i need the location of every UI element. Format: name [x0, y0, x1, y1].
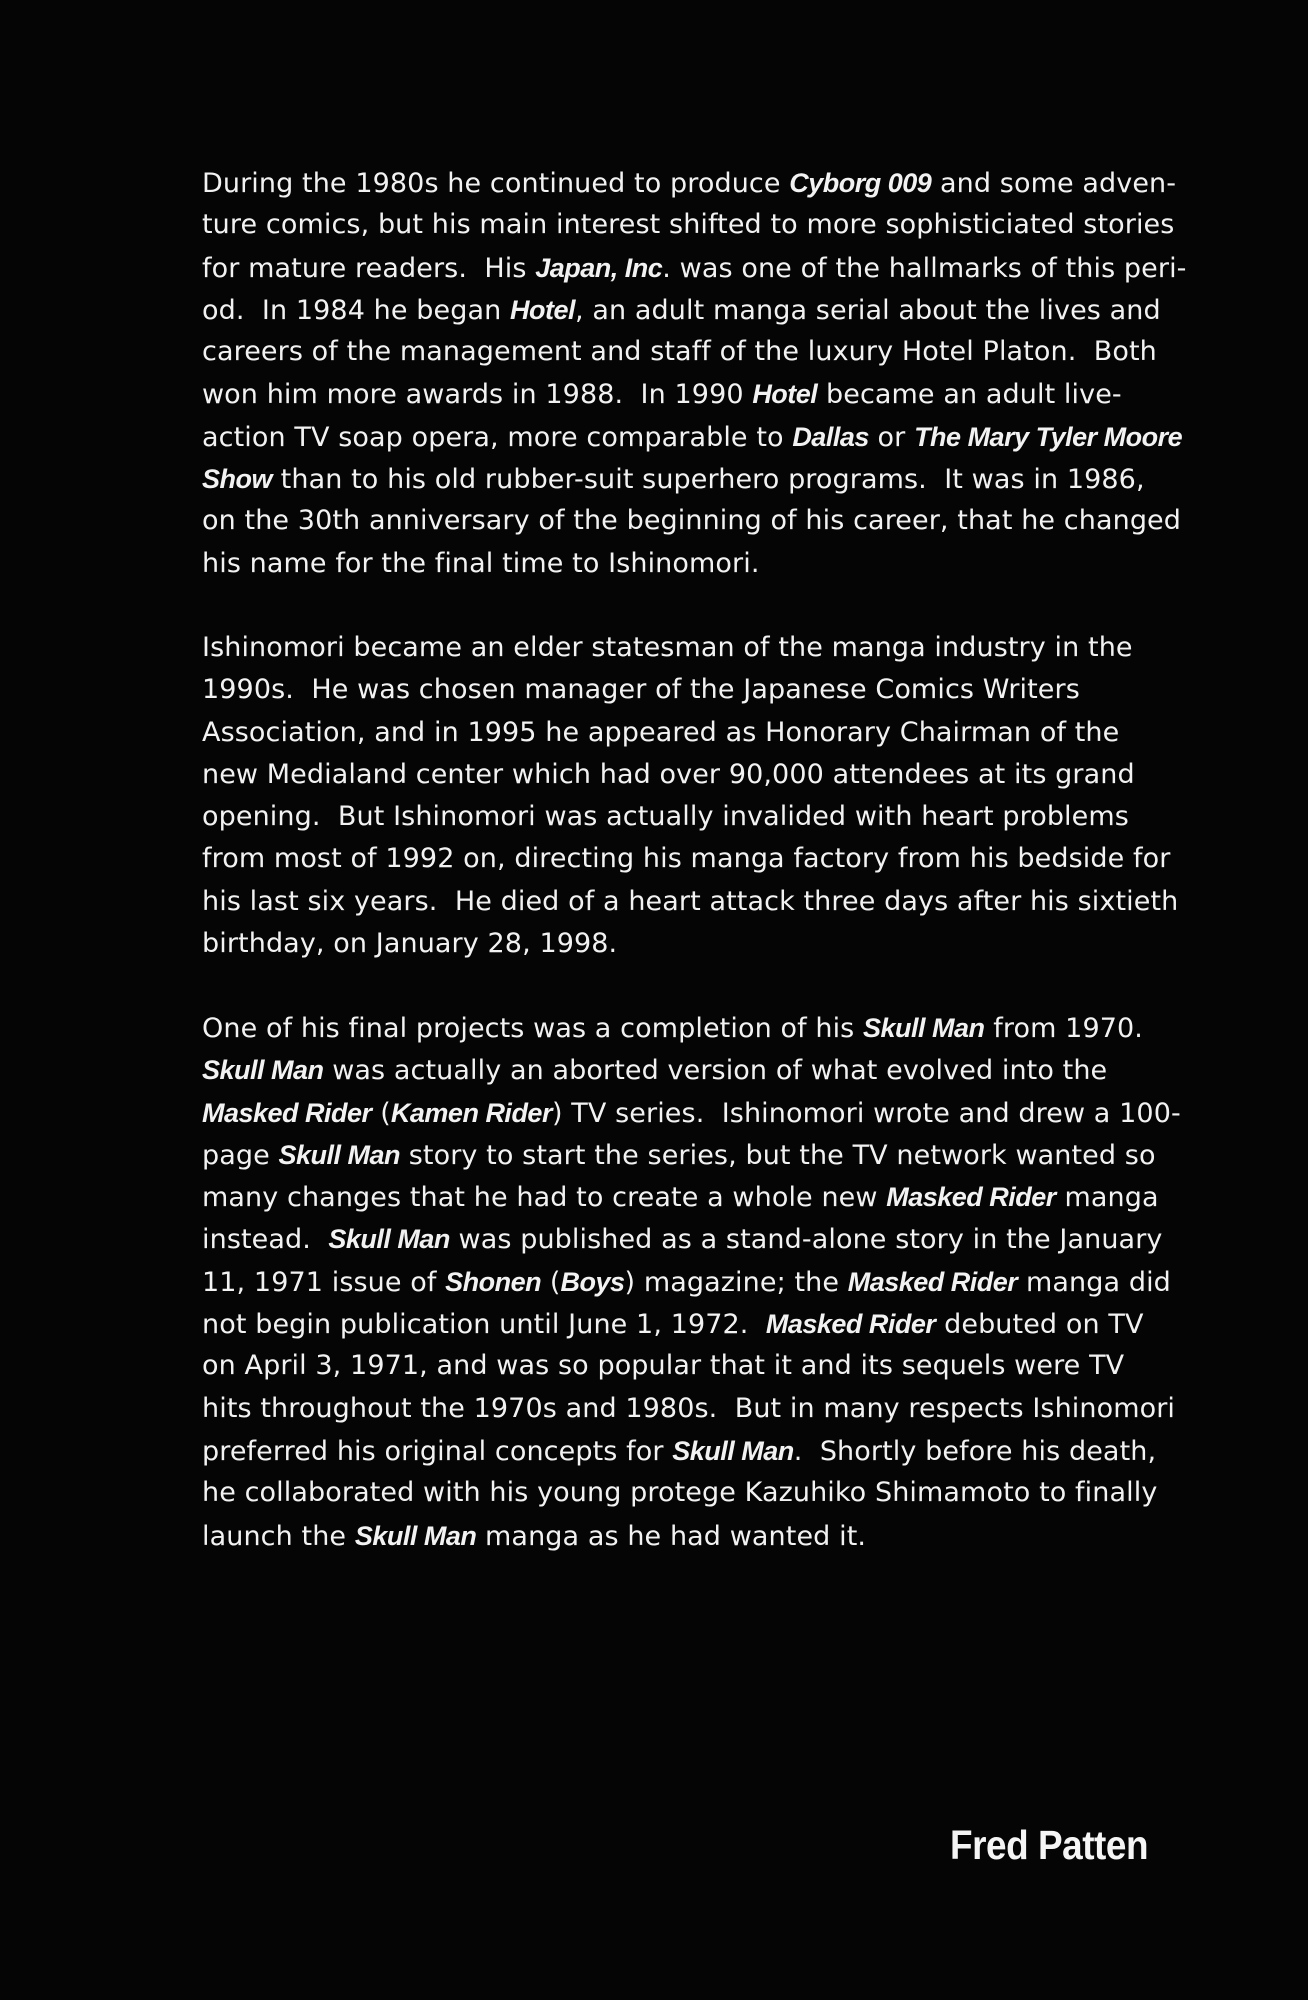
emphasized-title: Masked Rider	[202, 1097, 372, 1128]
author-signature: Fred Patten	[949, 1822, 1148, 1868]
text-segment: debuted on TV	[935, 1309, 1144, 1341]
text-segment: for mature readers. His	[202, 252, 536, 284]
text-segment: or	[868, 421, 915, 453]
text-segment: manga as he had wanted it.	[476, 1520, 867, 1552]
text-segment: manga did	[1017, 1266, 1171, 1298]
text-line	[202, 331, 1157, 373]
text-line	[202, 712, 1142, 754]
text-segment: was published as a stand-alone story in the January	[449, 1224, 1163, 1256]
text-segment: Association, and in 1995 he appeared as Honorary Chairman of the	[202, 716, 1120, 748]
emphasized-title: Shonen	[445, 1266, 542, 1297]
text-line	[202, 1007, 1142, 1049]
text-segment: he collaborated with his young protege Kazuhiko Shimamoto to finally	[202, 1477, 1158, 1509]
text-line	[202, 247, 1187, 289]
text-line	[202, 458, 1145, 500]
text-segment: careers of the management and staff of the luxury Hotel Platon. Both	[202, 336, 1157, 368]
text-line	[202, 923, 1142, 965]
text-line	[202, 289, 1161, 331]
text-segment: won him more awards in 1988. In 1990	[202, 379, 753, 411]
emphasized-title: Skull Man	[354, 1520, 477, 1551]
text-segment: than to his old rubber-suit superhero programs. It was in 1986,	[272, 464, 1145, 496]
text-segment: on April 3, 1971, and was so popular that it and its sequels were TV	[202, 1350, 1125, 1382]
emphasized-title: Skull Man	[328, 1224, 450, 1255]
text-line	[202, 1092, 1181, 1134]
text-line	[202, 500, 1182, 542]
text-segment: many changes that he had to create a whole new	[202, 1182, 887, 1214]
emphasized-title: Hotel	[510, 294, 575, 325]
text-line	[202, 1472, 1158, 1514]
text-line	[202, 204, 1175, 246]
text-segment: birthday, on January 28, 1998.	[202, 928, 618, 960]
text-segment: manga	[1055, 1182, 1159, 1214]
text-segment: . was one of the hallmarks of this peri-	[662, 252, 1187, 284]
text-line	[202, 416, 1183, 458]
emphasized-title: Skull Man	[202, 1055, 324, 1086]
text-line	[202, 1430, 1157, 1472]
emphasized-title: Dallas	[792, 421, 869, 452]
text-segment: opening. But Ishinomori was actually invalided with heart problems	[202, 801, 1129, 833]
text-line	[202, 1515, 1142, 1557]
text-line	[202, 1218, 1163, 1260]
emphasized-title: Cyborg 009	[789, 168, 932, 198]
emphasized-title: Hotel	[752, 379, 818, 410]
emphasized-title: Skull Man	[672, 1435, 794, 1466]
text-line	[202, 1134, 1156, 1176]
emphasized-title: Japan, Inc	[535, 252, 663, 283]
text-segment: During the 1980s he continued to produce	[202, 168, 790, 199]
paragraph-2	[202, 627, 1179, 965]
text-line	[202, 754, 1142, 796]
text-line	[202, 1176, 1159, 1218]
text-segment: preferred his original concepts for	[202, 1435, 673, 1467]
text-segment: ture comics, but his main interest shifted to more sophisticiated stories	[202, 209, 1175, 241]
text-segment: 1990s. He was chosen manager of the Japanese Comics Writers	[202, 674, 1080, 706]
text-segment: became an adult live-	[817, 379, 1122, 411]
text-line	[202, 627, 1142, 669]
text-segment: from most of 1992 on, directing his manga factory from his bedside for	[202, 843, 1171, 875]
text-line	[202, 373, 1142, 415]
text-segment: od. In 1984 he began	[202, 294, 510, 326]
text-segment: , an adult manga serial about the lives and	[575, 294, 1161, 326]
emphasized-title: Boys	[560, 1266, 625, 1297]
emphasized-title: Masked Rider	[847, 1266, 1018, 1297]
text-line	[202, 796, 1142, 838]
emphasized-title: Skull Man	[278, 1139, 401, 1170]
text-segment: his name for the final time to Ishinomori.	[202, 547, 760, 579]
text-segment: story to start the series, but the TV network wanted so	[400, 1139, 1156, 1171]
text-segment: and some adven-	[931, 168, 1177, 199]
emphasized-title: Skull Man	[863, 1013, 985, 1043]
text-segment: was actually an aborted version of what evolved into the	[323, 1055, 1108, 1087]
text-segment: on the 30th anniversary of the beginning of his career, that he changed	[202, 505, 1182, 537]
text-segment: from 1970.	[984, 1013, 1143, 1044]
text-segment: (	[371, 1097, 391, 1129]
emphasized-title: Kamen Rider	[390, 1097, 552, 1128]
text-segment: page	[202, 1139, 279, 1171]
text-segment: ) magazine; the	[624, 1266, 848, 1298]
text-line	[202, 881, 1179, 923]
text-line	[202, 1303, 1142, 1345]
emphasized-title: Show	[202, 464, 272, 495]
text-segment: his last six years. He died of a heart attack three days after his sixtieth	[202, 885, 1179, 917]
text-segment: One of his final projects was a completion of his	[202, 1013, 864, 1044]
text-segment: hits throughout the 1970s and 1980s. But in many respects Ishinomori	[202, 1392, 1176, 1424]
text-segment: instead.	[202, 1224, 329, 1256]
text-line	[202, 838, 1171, 880]
emphasized-title: Masked Rider	[886, 1182, 1056, 1213]
text-line	[202, 543, 1142, 585]
text-line	[202, 1049, 1142, 1091]
text-segment: not begin publication until June 1, 1972.	[202, 1309, 766, 1341]
text-segment: . Shortly before his death,	[793, 1435, 1157, 1467]
text-segment: new Medialand center which had over 90,000 attendees at its grand	[202, 758, 1135, 790]
text-segment: action TV soap opera, more comparable to	[202, 421, 793, 453]
text-segment: ) TV series. Ishinomori wrote and drew a 100-	[551, 1097, 1181, 1129]
text-line	[202, 1345, 1142, 1387]
text-segment: (	[541, 1266, 561, 1298]
text-segment: Ishinomori became an elder statesman of the manga industry in the	[202, 632, 1133, 663]
text-line	[202, 162, 1177, 204]
emphasized-title: Masked Rider	[765, 1309, 936, 1340]
paragraph-3	[202, 1007, 1181, 1557]
text-line	[202, 1388, 1176, 1430]
text-segment: launch the	[202, 1520, 355, 1552]
emphasized-title: The Mary Tyler Moore	[914, 421, 1183, 452]
paragraph-1	[202, 162, 1187, 585]
text-line	[202, 669, 1142, 711]
text-line	[202, 1261, 1171, 1303]
text-segment: 11, 1971 issue of	[202, 1266, 446, 1298]
